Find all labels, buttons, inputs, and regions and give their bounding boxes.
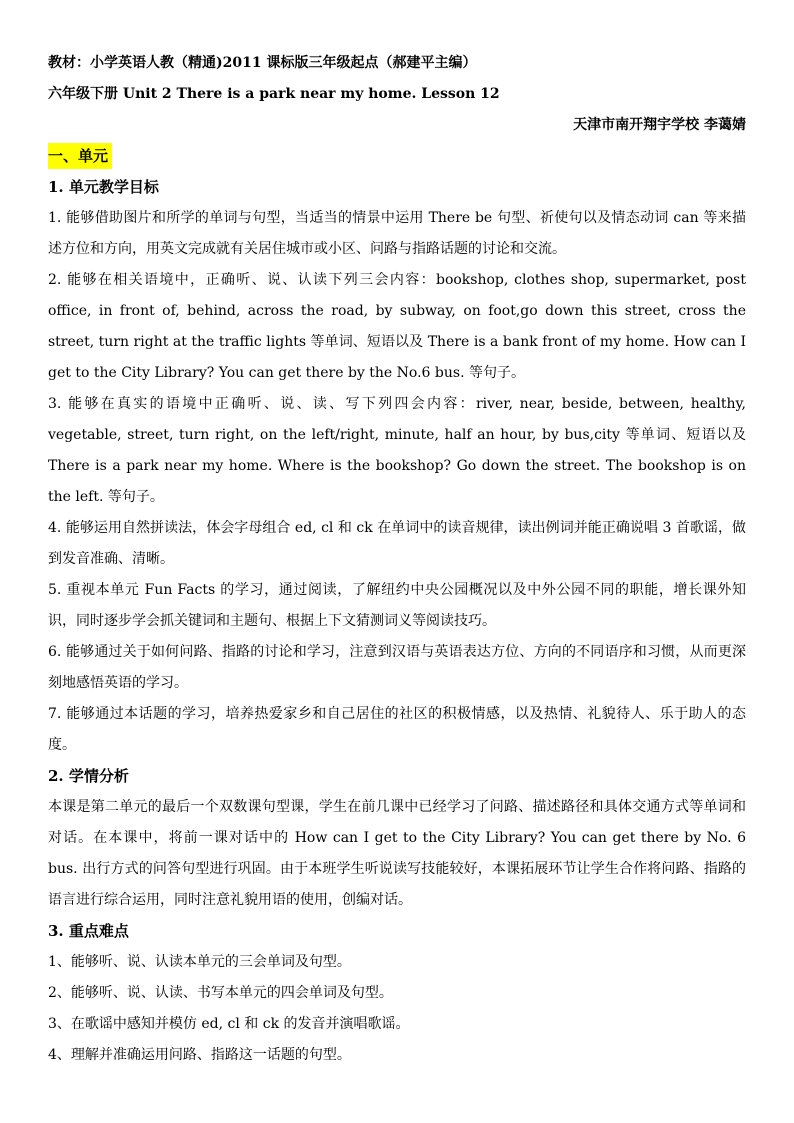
document-page — [48, 48, 746, 1071]
goal-item: 3. 能够在真实的语境中正确听、说、读、写下列四会内容：river, near, beside, between, healthy, vegetable, street, turn right, on the left/right, minute, half an hour, by bus,city 等单词、短语以及 There is a park near my home. Where is the bookshop? Go down the street. The bookshop is on the left. 等句子。 — [48, 396, 746, 505]
goal-item: 2. 能够在相关语境中，正确听、说、认读下列三会内容：bookshop, clothes shop, supermarket, post office, in front of, behind, across the road, by subway, on foot,go down this street, cross the street, turn right at the traffic lights 等单词、短语以及 There is a bank front of my home. How can I get to the City Library? You can get there by the No.6 bus. 等句子。 — [48, 272, 746, 381]
goal-item: 4. 能够运用自然拼读法，体会字母组合 ed, cl 和 ck 在单词中的读音规律，读出例词并能正确说唱 3 首歌谣，做到发音准确、清晰。 — [48, 520, 746, 567]
key-point-item: 4、理解并准确运用问路、指路这一话题的句型。 — [48, 1047, 351, 1063]
key-point-item: 3、在歌谣中感知并模仿 ed, cl 和 ck 的发音并演唱歌谣。 — [48, 1016, 410, 1032]
author-line: 天津市南开翔宇学校 李蔼婧 — [573, 117, 746, 133]
key-points-heading: 3. 重点难点 — [48, 922, 129, 940]
section-title-text: 一、单元 — [48, 143, 112, 169]
key-point-item: 1、能够听、说、认读本单元的三会单词及句型。 — [48, 954, 351, 970]
goal-item: 7. 能够通过本话题的学习，培养热爱家乡和自己居住的社区的积极情感，以及热情、礼貌待人、乐于助人的态度。 — [48, 706, 746, 753]
key-point-item: 2、能够听、说、认读、书写本单元的四会单词及句型。 — [48, 985, 393, 1001]
analysis-text: 本课是第二单元的最后一个双数课句型课，学生在前几课中已经学习了问路、描述路径和具体交通方式等单词和对话。在本课中，将前一课对话中的 How can I get to the City Library? You can get there by No. 6 bus. 出行方式的问答句型进行巩固。由于本班学生听说读写技能较好，本课拓展环节让学生合作将问路、指路的语言进行综合运用，同时注意礼貌用语的使用，创编对话。 — [48, 799, 746, 908]
lesson-line: 六年级下册 Unit 2 There is a park near my home. Lesson 12 — [48, 86, 500, 102]
goals-heading: 1. 单元教学目标 — [48, 178, 159, 196]
goal-item: 1. 能够借助图片和所学的单词与句型，当适当的情景中运用 There be 句型、祈使句以及情态动词 can 等来描述方位和方向，用英文完成就有关居住城市或小区、问路与指路话题的讨论和交流。 — [48, 210, 746, 257]
analysis-heading: 2. 学情分析 — [48, 767, 129, 785]
goal-item: 6. 能够通过关于如何问路、指路的讨论和学习，注意到汉语与英语表达方位、方向的不同语序和习惯，从而更深刻地感悟英语的学习。 — [48, 644, 746, 691]
goal-item: 5. 重视本单元 Fun Facts 的学习，通过阅读，了解纽约中央公园概况以及中外公园不同的职能，增长课外知识，同时逐步学会抓关键词和主题句、根据上下文猜测词义等阅读技巧。 — [48, 582, 746, 629]
section-title — [48, 141, 746, 172]
textbook-line: 教材：小学英语人教（精通)2011 课标版三年级起点（郝建平主编） — [48, 55, 477, 71]
